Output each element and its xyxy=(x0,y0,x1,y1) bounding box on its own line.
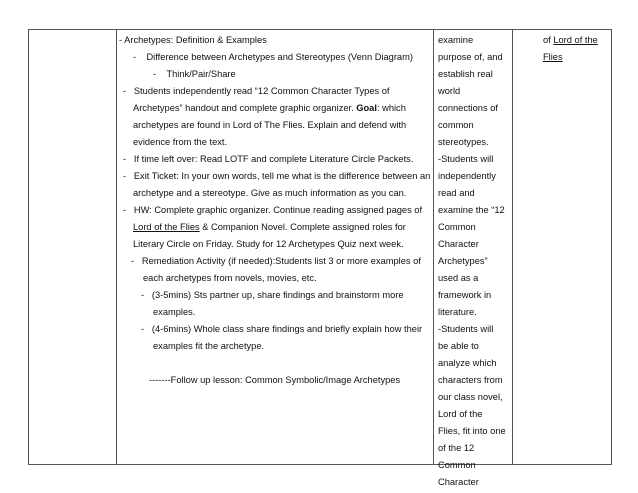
objective-line: framework in xyxy=(438,290,492,300)
line-text: examples. xyxy=(153,307,196,317)
objective-line: Common xyxy=(438,222,476,232)
objective-line: be able to xyxy=(438,341,479,351)
objective-line: Archetypes” xyxy=(438,256,488,266)
objective-line: Common xyxy=(438,460,476,470)
text-line xyxy=(119,117,435,134)
bullet-dash: - xyxy=(141,290,145,300)
objective-line: examine xyxy=(438,35,474,45)
objective-line: world xyxy=(438,86,461,96)
bullet-item xyxy=(119,202,435,219)
objective-line: analyze which xyxy=(438,358,497,368)
line-text: Think/Pair/Share xyxy=(166,69,236,79)
bullet-dash: - xyxy=(123,154,127,164)
bullet-dash: - xyxy=(123,86,127,96)
line-text: Archetypes” handout and complete graphic organizer. xyxy=(133,103,357,113)
objective-line: characters from xyxy=(438,375,503,385)
goal-label: Goal xyxy=(356,103,377,113)
text-line xyxy=(119,304,435,321)
objective-line: examine the “12 xyxy=(438,205,505,215)
objective-line: common xyxy=(438,120,474,130)
table-border-right xyxy=(611,30,612,464)
line-text: HW: Complete graphic organizer. Continue reading assigned pages of xyxy=(133,205,423,215)
line-text: Literary Circle on Friday. Study for 12 Archetypes Quiz next week. xyxy=(133,239,404,249)
bullet-dash: - xyxy=(123,205,127,215)
line-text: archetype and a stereotype. Give as much information as you can. xyxy=(133,188,407,198)
activities-cell xyxy=(119,32,435,389)
objective-line: of the 12 xyxy=(438,443,475,453)
objective-line: purpose of, and xyxy=(438,52,503,62)
bullet-dash: - xyxy=(123,171,127,181)
objective-line: Flies, fit into one xyxy=(438,426,506,436)
lesson-plan-table xyxy=(28,29,612,487)
line-text: examples fit the archetype. xyxy=(153,341,265,351)
line-text: Difference between Archetypes and Stereotypes (Venn Diagram) xyxy=(146,52,413,62)
line-text: Students independently read “12 Common Character Types of xyxy=(133,86,390,96)
objective-line: Character xyxy=(438,239,479,249)
text-line xyxy=(119,185,435,202)
line-text: each archetypes from novels, movies, etc. xyxy=(143,273,317,283)
resource-line xyxy=(543,32,613,49)
text-line xyxy=(119,32,435,49)
text-line xyxy=(119,134,435,151)
bullet-dash: - xyxy=(133,52,137,62)
bullet-item xyxy=(119,66,435,83)
book-title-link[interactable]: Flies xyxy=(543,52,563,62)
bullet-dash: - xyxy=(141,324,145,334)
objective-line: used as a xyxy=(438,273,479,283)
objective-line: -Students will xyxy=(438,324,494,334)
text-line xyxy=(119,100,435,117)
objective-line: establish real xyxy=(438,69,493,79)
bullet-item xyxy=(119,287,435,304)
line-text: Exit Ticket: In your own words, tell me what is the difference between an xyxy=(133,171,431,181)
line-text: -------Follow up lesson: Common Symbolic/Image Archetypes xyxy=(149,375,401,385)
line-text: : which xyxy=(376,103,406,113)
line-text: & Companion Novel. Complete assigned roles for xyxy=(199,222,406,232)
line-text: of xyxy=(543,35,554,45)
objective-line: -Students will xyxy=(438,154,494,164)
table-divider-1 xyxy=(116,30,117,464)
line-text: (3-5mins) Sts partner up, share findings and brainstorm more xyxy=(151,290,404,300)
line-text: - Archetypes: Definition & Examples xyxy=(119,35,267,45)
objective-line: read and xyxy=(438,188,475,198)
line-text: Remediation Activity (if needed):Students list 3 or more examples of xyxy=(141,256,421,266)
spacer-line xyxy=(119,355,435,372)
objective-line: our class novel, xyxy=(438,392,503,402)
objective-line: connections of xyxy=(438,103,498,113)
bullet-item xyxy=(119,83,435,100)
resources-cell xyxy=(543,32,613,66)
objective-line: Character xyxy=(438,477,479,487)
bullet-item xyxy=(119,151,435,168)
text-line xyxy=(119,219,435,236)
objective-line: independently xyxy=(438,171,496,181)
line-text: archetypes are found in Lord of The Flies. Explain and defend with xyxy=(133,120,407,130)
text-line xyxy=(119,236,435,253)
objective-line: literature. xyxy=(438,307,477,317)
bullet-item xyxy=(119,253,435,270)
text-line xyxy=(119,338,435,355)
text-line xyxy=(119,270,435,287)
objective-line: Lord of the xyxy=(438,409,483,419)
objectives-cell xyxy=(438,32,516,491)
resource-line xyxy=(543,49,613,66)
book-title-link[interactable]: Lord of the xyxy=(553,35,598,45)
bullet-dash: - xyxy=(153,69,157,79)
line-text: evidence from the text. xyxy=(133,137,228,147)
bullet-item xyxy=(119,168,435,185)
objective-line: stereotypes. xyxy=(438,137,489,147)
table-border-left xyxy=(28,30,29,464)
bullet-item xyxy=(119,321,435,338)
bullet-dash: - xyxy=(131,256,135,266)
bullet-item xyxy=(119,49,435,66)
follow-up-line xyxy=(119,372,435,389)
book-title-link[interactable]: Lord of the Flies xyxy=(133,222,200,232)
line-text: (4-6mins) Whole class share findings and briefly explain how their xyxy=(151,324,423,334)
line-text: If time left over: Read LOTF and complete Literature Circle Packets. xyxy=(133,154,414,164)
